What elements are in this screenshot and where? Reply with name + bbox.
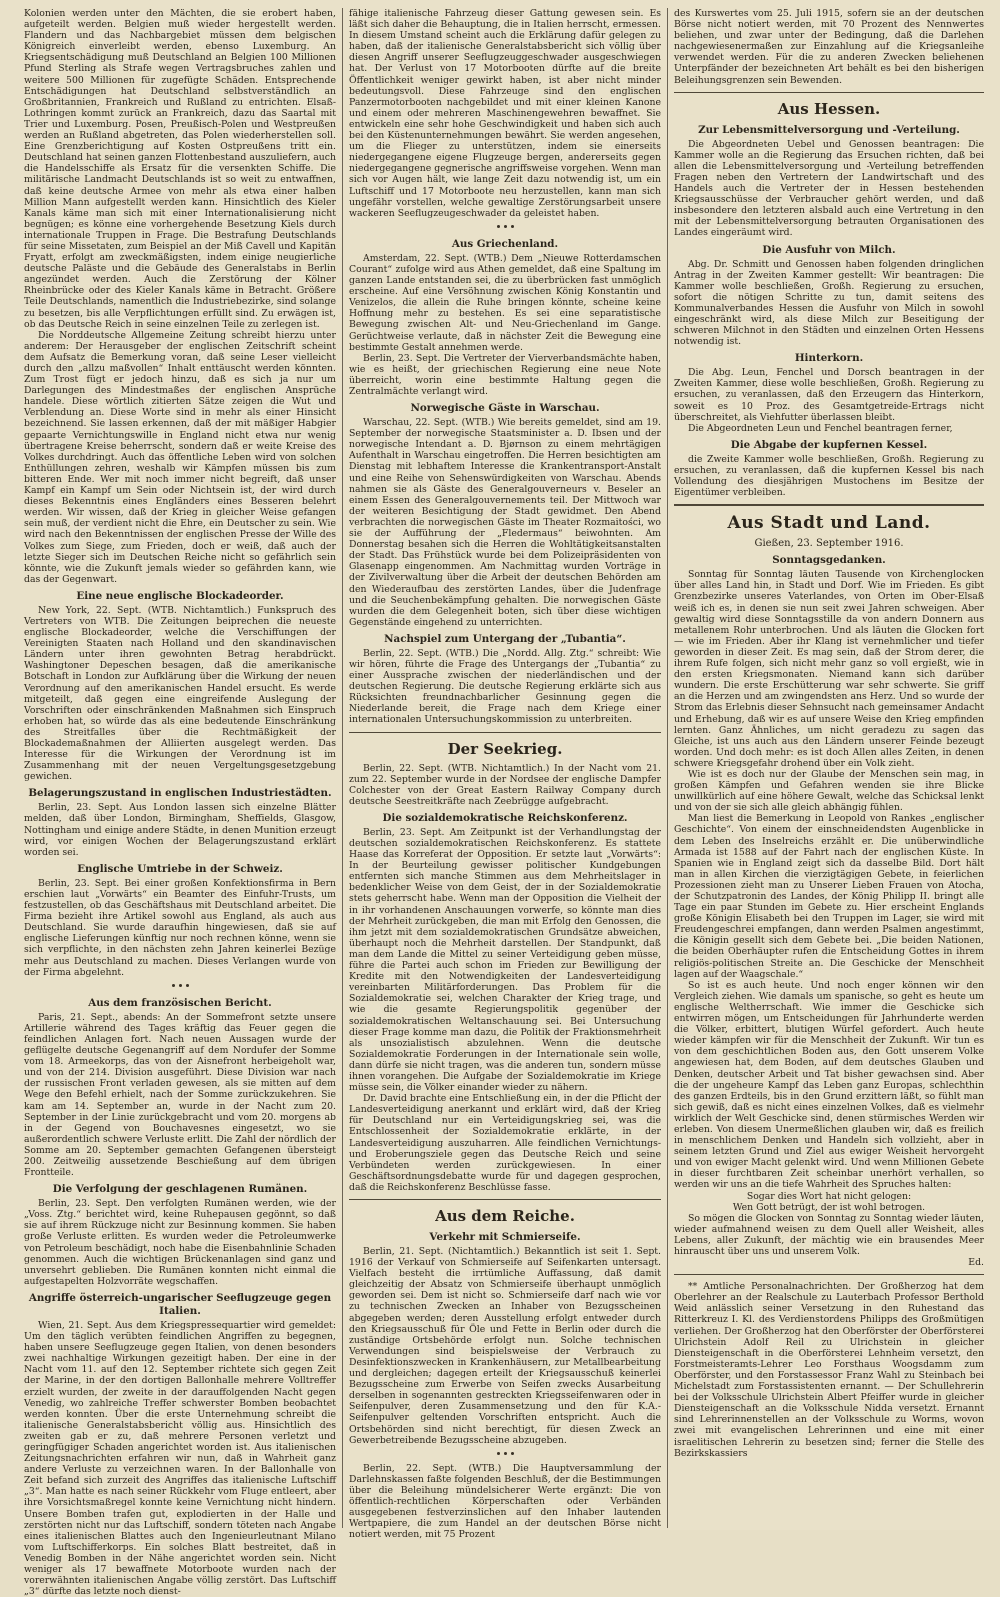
article-text: Berlin, 23. Sept. Am Zeitpunkt ist der Verhandlungstag der deutschen sozialdemokratischen Reichskonferenz. Es stattete Haase das Korreferat der Opposition. Er setzte laut „Vorwärts“: In der Beurteilung gewisser politischer Kundgebungen entfernten sich manche Stimmen aus dem Mehrheitslager in bedenklicher Weise von dem Geist, der in der Sozialdemokratie stets geherrscht habe. Wenn man der Opposition die Vielheit der in ihr vorhandenen Anschauungen vorwerfe, so könnte man dies der Mehrheit zurückgeben, die man mit Erfolg den Genossen, die ihm jetzt mit dem sozialdemokratischen Grundsätze abweichen, überhaupt noch die Mehrheit darstellen. Der Standpunkt, daß man dem Lande die Mittel zu seiner Verteidigung geben müsse, führe die Partei auch schon im Frieden zur Bewilligung der Kredite mit den Notwendigkeiten der Landesverteidigung vereinbarten Militärforderungen. Das Problem für die Sozialdemokratie sei, welchen Charakter der Krieg trage, und wie die gesamte Regierungspolitik gegenüber der sozialdemokratischen Weltanschauung sei. Bei Untersuchung dieser Frage komme man dazu, die Politik der Fraktionsmehrheit als unsozialistisch abzulehnen. Wenn die deutsche Sozialdemokratie Forderungen in der Internationale sein wolle, dann dürfe sie nicht tragen, was die anderen tun, sondern müsse ihnen vorangehen. Die Aufgabe der Sozialdemokratie im Kriege müsse sein, die Völker einander wieder zu nähern. (349, 826, 661, 1094)
separator-dots (349, 222, 661, 233)
section-heading: Aus dem Reiche. (435, 1207, 575, 1225)
article-text: New York, 22. Sept. (WTB. Nichtamtlich.) Funkspruch des Vertreters von WTB. Die Zeitungen beiprechen die neueste englische Blockadeorder, welche die Verschiffungen der Vereinigten Staaten nach Holland und den skandinavischen Ländern unter ihren gewohnten Betrag herabdrückt. Washingtoner Depeschen besagen, daß die amerikanische Botschaft in London zur Aufklärung über die Wirkung der neuen Verordnung auf den amerikanischen Handel ersucht. Es werde mitgeteilt, daß gegen eine eingreifende Auslegung der Vorschriften oder einschränkenden Maßnahmen sich Einspruch erhoben hat, so würde das als eine bedeutende Einschränkung des Streitfalles über die Rechtmäßigkeit der Blockademaßnahmen der Alliierten ausgelegt werden. Das Interesse für die Wirkungen der Verordnung ist im Zusammenhang mit der neuen Vergeltungsgesetzgebung gewichen. (24, 604, 336, 783)
article-text: Amsterdam, 22. Sept. (WTB.) Dem „Nieuwe Rotterdamschen Courant“ zufolge wird aus Athen gemeldet, daß eine Spaltung im ganzen Lande entstanden sei, die zu überbrücken fast unmöglich erscheine. Auf eine Versöhnung zwischen König Konstantin und Venizelos, die allein die Ruhe bringen könnte, scheine keine Hoffnung mehr zu bestehen. Es sei eine separatistische Bewegung zwischen Alt- und Neu-Griechenland im Gange. Gerüchtweise verlaute, daß in nächster Zeit die Bewegung eine bestimmte Gestalt annehmen werde. (349, 252, 661, 353)
article-text: Sonntag für Sonntag läuten Tausende von Kirchenglocken über alles Land hin, in Stadt und Dorf. Wie im Frieden. Es gibt Grenzbezirke unseres Vaterlandes, von Orten im Ober-Elsaß weiß ich es, in denen sie nun seit zwei Jahren schweigen. Aber gewaltig wird diese Sonntagsstille da von andern Donnern aus metallenem Rohr unterbrochen. Und als läuten die Glocken fort — wie im Frieden. Aber ihr Klang ist vernehmlicher und tiefer geworden in dieser Zeit. Es mag sein, daß der Strom derer, die ihrem Rufe folgen, sich nicht mehr ganz so voll ergießt, wie in den ersten Kriegsmonaten. Niemand kann sich darüber wundern. Die erste Erschütterung war sehr schwerte. Sie griff an die Herzen und am zwingendsten ans Herz. Und so wurde der Strom das Erlebnis dieser Sehnsucht nach gemeinsamer Andacht und Erhebung, daß wir es auf unsere Weise den Krieg empfinden lernten. Ganz Ähnliches, um nicht geradezu zu sagen das Gleiche, ist uns auch aus den Ländern unserer Feinde bezeugt worden. Und doch mehr: es ist doch Allen alles Zeiten, in denen schwere Kriegsgefahr drohend über ein Volk zieht. (674, 569, 984, 769)
article-heading: Nachspiel zum Untergang der „Tubantia“. (384, 632, 626, 645)
article-text: Die Norddeutsche Allgemeine Zeitung schreibt hierzu unter anderem: Der Herausgeber der englischen Zeitschrift scheint dem Aufsatz die Bemerkung voran, daß seine Leser vielleicht durch den „allzu maßvollen“ Inhalt enttäuscht werden könnten. Zum Trost fügt er jedoch hinzu, daß es sich ja nur um Darlegungen des Mindestmaßes der englischen Ansprüche handele. Diese wörtlich zitierten Sätze zeigen die Wut und Verblendung an. Diese Worte sind in mehr als einer Hinsicht bezeichnend. Sie lassen erkennen, daß der mit mäßiger Habgier gepaarte Vernichtungswille in England nicht etwa nur wenig übertragene Kreise beherrscht, sondern daß er weite Kreise des Volkes durchdringt. Auch das öffentliche Leben wird von solchen Enthüllungen zehren, weshalb wir Kämpfen müssen bis zum bitteren Ende. Wer mit noch immer nicht begreift, daß unser Kampf ein Kampf um Sein oder Nichtsein ist, der wird durch dieses Bekenntnis eines Engländers eines Besseren belehrt werden. Wir wissen, daß der Krieg in gleicher Weise gefangen sein muß, der verdient nicht die Ehre, ein Deutscher zu sein. Wie wird nach den Bekenntnissen der englischen Presse der Wille des Volkes zum Siege, zum Frieden, doch er weiß, daß auch der letzte Sieger sich im Deutschen Reiche nicht so gefährlich sein könnte, wie die Zukunft jemals wieder so gefährden kann, wie das der Gegenwart. (24, 329, 336, 585)
divider (349, 732, 661, 733)
column-2 (343, 8, 668, 1541)
article-heading: Eine neue englische Blockadeorder. (76, 589, 284, 602)
article-text: Berlin, 22. Sept. (WTB.) Die „Nordd. Allg. Ztg.“ schreibt: Wie wir hören, führte die Frage des Untergangs der „Tubantia“ zu einer Aussprache zwischen der niederländischen und der deutschen Regierung. Die deutsche Regierung erklärte sich aus Rücksichten freundnachbarlicher Gesinnung gegen die Niederlande bereit, die Frage nach dem Kriege einer internationalen Untersuchungskommission zu unterbreiten. (349, 647, 661, 726)
article-text: Berlin, 23. Sept. Bei einer großen Konfektionsfirma in Bern erschien laut „Vorwärts“ ein Beamter des Einfuhr-Trusts, um festzustellen, ob das Geschäftshaus mit Deutschland arbeitet. Die Firma bezieht ihre Artikel sowohl aus England, als auch aus Deutschland. Sie wurde daraufhin hingewiesen, daß sie auf englische Lieferungen künftig nur noch rechnen könne, wenn sie sich verpflichte, in den nächsten zehn Jahren keinerlei Bezüge mehr aus Deutschland zu machen. Dieses Verlangen wurde von der Firma abgelehnt. (24, 877, 336, 978)
article-text: Man liest die Bemerkung in Leopold von Rankes „englischer Geschichte“. Von einem der einschneidendsten Augenblicke in dem Leben des Inselreichs erzählt er. Die unüberwindliche Armada ist 1588 auf der Fahrt nach der englischen Küste. In Spanien wie in England zeigt sich da dasselbe Bild. Dort hält man in allen Kirchen die vierzigtägigen Gebete, in feierlichen Prozessionen zieht man zu Unserer Lieben Frauen von Atocha, der Schutzpatronin des Landes, der König Philipp II. bringt alle Tage ein paar Stunden im Gebete zu. Hier erscheint Englands große Königin Elisabeth bei den Truppen im Lager, sie wird mit Freudengeschrei empfangen, dann werden Psalmen angestimmt, die Königin gesellt sich dem Gebete bei. „Die beiden Nationen, die beiden Oberhäupter rufen die Entscheidung Gottes in ihrem religiös-politischen Streite an. Die Geschicke der Menschheit lagen auf der Waagschale.“ (674, 813, 984, 980)
divider (349, 1199, 661, 1200)
article-text: Kolonien werden unter den Mächten, die sie erobert haben, aufgeteilt werden. Belgien muß wieder hergestellt werden. Flandern und das Nachbargebiet müssen dem belgischen Königreich einverleibt werden, ebenso Luxemburg. An Kriegsentschädigung muß Deutschland an Belgien 100 Millionen Pfund Sterling als Strafe wegen Vertragsbruches zahlen und weitere 500 Millionen für zugefügte Schäden. Entsprechende Entschädigungen hat Deutschland selbstverständlich an Großbritannien, Frankreich und Rußland zu entrichten. Elsaß-Lothringen kommt zurück an Frankreich, dazu das Saartal mit Trier und Luxemburg. Posen, Preußisch-Polen und Westpreußen werden an Rußland abgetreten, das Polen wiederherstellen soll. Eine Grenzberichtigung auf Kosten Ostpreußens tritt ein. Deutschland hat seinen ganzen Flottenbestand auszuliefern, auch die Handelsschiffe als Ersatz für die versenkten Schiffe. Die militärische Landmacht Deutschlands ist so weit zu entwaffnen, daß keine deutsche Armee von mehr als etwa einer halben Million Mann aufgestellt werden kann. Hinsichtlich des Kieler Kanals käme man sich mit einer Internationalisierung nicht begnügen; es könne eine vorhergehende Besetzung Kiels durch internationale Truppen in Frage. Die Bestrafung Deutschlands für seine Missetaten, zum Beispiel an der Miß Cavell und Kapitän Fryatt, erfolgt am zweckmäßigsten, indem einige neugierliche deutsche Paläste und die Gebäude des Generalstabs in Berlin angezündet werden. Auch die Zerstörung der Kölner Rheinbrücke oder des Kieler Kanals käme in Betracht. Größere Teile Deutschlands, namentlich die Industriebezirke, sind solange zu besetzen, bis alle Verpflichtungen erfüllt sind. Zu erwägen ist, ob das Deutsche Reich in seine einzelnen Teile zu zerlegen ist. (24, 8, 336, 330)
section-heading: Der Seekrieg. (447, 739, 563, 758)
divider (674, 1274, 984, 1275)
article-text: So mögen die Glocken von Sonntag zu Sonntag wieder läuten, wieder aufmahnend weisen zu dem Quell aller Weisheit, alles Lebens, aller Zukunft, der mächtig wie ein brausendes Meer hinrauscht über uns und unserem Volk. (674, 1212, 984, 1257)
column-3 (668, 8, 990, 1528)
separator-dots (349, 1449, 661, 1460)
verse-line: Sogar dies Wort hat nicht gelogen: (746, 1190, 912, 1202)
divider (674, 504, 984, 506)
article-text: Berlin, 23. Sept. Aus London lassen sich einzelne Blätter melden, daß über London, Birmingham, Sheffields, Glasgow, Nottingham und einige andere Städte, in denen Munition erzeugt wird, vor einigen Wochen der Belagerungszustand erklärt worden sei. (24, 802, 336, 858)
article-heading: Hinterkorn. (794, 352, 864, 365)
article-heading: Die Verfolgung der geschlagenen Rumänen. (52, 1183, 308, 1196)
signature: Ed. (968, 1257, 984, 1269)
article-text: Berlin, 23. Sept. Den verfolgten Rumänen werden, wie der „Voss. Ztg.“ berichtet wird, keine Ruhepausen gegönnt, so daß sie auf ihrem Rückzuge nicht zur Besinnung kommen. Sie haben große Verluste erlitten. Es wurden weder die Petroleumwerke von Petroleum beschädigt, noch habe die Eisenbahnlinie Schaden genommen. Auch die wichtigen Brückenanlagen sind ganz und unversehrt geblieben. Die Rumänen konnten nicht einmal die aufgestapelten Holzvorräte wegschaffen. (24, 1198, 336, 1287)
article-text: Wie ist es doch nur der Glaube der Menschen sein mag, in großen Kämpfen und Gefahren wenden sie ihre Blicke unwillkürlich auf eine höhere Gewalt, welche das Schicksal lenkt und von der sie sich alle gleich abhängig fühlen. (674, 768, 984, 814)
article-text: des Kurswertes vom 25. Juli 1915, sofern sie an der deutschen Börse nicht notiert werden, mit 70 Prozent des Nennwertes beliehen, und zwar unter der Bedingung, daß die Darlehen nachgewiesenermaßen zur Einzahlung auf die Kriegsanleihe verwendet werden. Für die zu anderen Zwecken beliehenen Unterpfänder der bezeichneten Art behält es bei den bisherigen Beleihungsgrenzen sein Bewenden. (674, 8, 984, 86)
dateline: Gießen, 23. September 1916. (754, 538, 904, 550)
verse-line: Wen Gott betrügt, der ist wohl betrogen. (732, 1201, 926, 1213)
article-text: Paris, 21. Sept., abends: An der Sommefront setzte unsere Artillerie während des Tages kräftig das Feuer gegen die feindlichen Anlagen fort. Nach neuen Aussagen wurde der geflügelte deutsche Gegenangriff auf dem Nordufer der Somme vom 18. Armeekorps, das von der Aisnefront herbeigeholt war, und von der 214. Division ausgeführt. Diese Division war nach der russischen Front verladen gewesen, als sie mitten auf dem Wege den Befehl erhielt, nach der Somme zurückzukehren. Sie kam am 14. September an, wurde in der Nacht zum 20. September in der Linie zurückgebracht und vom 20. morgens ab in der Gegend von Bouchavesnes eingesetzt, wo sie außerordentlich schwere Verluste erlitt. Die Zahl der nördlich der Somme am 20. September gemachten Gefangenen übersteigt 200. Zeitweilig aussetzende Beschießung auf dem übrigen Frontteile. (24, 1011, 336, 1179)
article-text: Abg. Dr. Schmitt und Genossen haben folgenden dringlichen Antrag in der Zweiten Kammer gestellt: Wir beantragen: Die Kammer wolle beschließen, Großh. Regierung zu ersuchen, sofort die nötigen Schritte zu tun, damit seitens des Kommunalverbandes Hessen die Ausfuhr von Milch in sowohl eingeschränkt wird, als diese Milch zur Beseitigung der schweren Milchnot in den Städten und einzelnen Orten Hessens notwendig ist. (674, 258, 984, 348)
article-heading: Die Abgabe der kupfernen Kessel. (730, 438, 928, 451)
article-heading: Aus Griechenland. (451, 237, 559, 250)
article-text: Dr. David brachte eine Entschließung ein, in der die Pflicht der Landesverteidigung anerkannt und erklärt wird, daß der Krieg für Deutschland nur ein Verteidigungskrieg sei, was die Entschlossenheit der Sozialdemokratie erklärte, in der Landesverteidigung auszuharren. Alle feindlichen Vernichtungs- und Eroberungsziele gegen das Deutsche Reich und seine Verbündeten werden zurückgewiesen. In einer Geschäftsordnungsdebatte wurde für und dagegen gesprochen, daß die Reichskonferenz Beschlüsse fasse. (349, 1093, 661, 1193)
article-text: Warschau, 22. Sept. (WTB.) Wie bereits gemeldet, sind am 19. September der norwegische Staatsminister a. D. Ibsen und der norwegische Intendant a. D. Bjørnson zu einem mehrtägigen Aufenthalt in Warschau eingetroffen. Die Herren besichtigten am Dienstag mit lebhaftem Interesse die Krankentransport-Anstalt und eine Reihe von Sehenswürdigkeiten von Warschau. Abends nahmen sie als Gäste des Generalgouverneurs v. Beseler an einem Essen des Generalgouvernements teil. Der Mittwoch war der weiteren Besichtigung der Stadt gewidmet. Den Abend verbrachten die norwegischen Gäste im Theater Rozmaitości, wo sie der Aufführung der „Fledermaus“ beiwohnten. Am Donnerstag besahen sich die Herren die Wohltätigkeitsanstalten der Stadt. Das Frühstück wurde bei dem Polizeipräsidenten von Glasenapp eingenommen. Am Nachmittag wurden Vorträge in der Zivilverwaltung über die Arbeit der deutschen Behörden am den Wiederaufbau des zerstörten Landes, über die Judenfrage und die Seuchenbekämpfung gehalten. Die norwegischen Gäste wurden die dem Gelegenheit boten, sich über diese wichtigen Gegenstände eingehend zu unterrichten. (349, 417, 661, 628)
article-text: ** Amtliche Personalnachrichten. Der Großherzog hat dem Oberlehrer an der Realschule zu Lauterbach Professor Berthold Weid anlässlich seiner Versetzung in den Ruhestand das Ritterkreuz I. Kl. des Verdienstordens Philipps des Großmütigen verliehen. Der Großherzog hat den Oberförster der Oberförsterei Ulrichstein Adolf Reil zu Ulrichstein in gleicher Diensteigenschaft in die Oberförsterei Lehnheim versetzt, den Forstmeisteramts-Lehrer Leo Forsthaus Woogsdamm zum Oberförster, und den Forstassessor Franz Wahl zu Steinbach bei Michelstadt zum Forstassistenten ernannt. — Der Schullehrerin bei der Volksschule Ulrichstein Albert Pfeiffer wurde in gleicher Diensteigenschaft an die Volksschule Nidda versetzt. Ernannt sind Lehrerinnenstellen an der Volksschule zu Worms, wovon zwei mit evangelischen Lehrerinnen und eine mit einer israelitischen Lehrerin zu besetzen sind; ferner die Stelle des Bezirkskassiers (674, 1281, 984, 1459)
separator-dots (24, 981, 336, 992)
article-heading: Die sozialdemokratische Reichskonferenz. (382, 811, 628, 824)
article-text: Die Abg. Leun, Fenchel und Dorsch beantragen in der Zweiten Kammer, diese wolle beschließen, Großh. Regierung zu ersuchen, zu veranlassen, daß den Erzeugern das Hinterkorn, soweit es 10 Proz. des Gesamtgetreide-Ertrags nicht überschreitet, als Viehfutter überlassen bleibt. (674, 367, 984, 423)
article-heading: Englische Umtriebe in der Schweiz. (77, 862, 283, 875)
article-text: So ist es auch heute. Und noch enger können wir den Vergleich ziehen. Wie damals um spanische, so geht es heute um englische Weltherrschaft. Wie immer die Geschicke sich entwirren mögen, um Entscheidungen für Jahrhunderte werden die Völker, erbittert, blutigen Würfel gefordert. Auch heute wieder kämpfen wir für die Menschheit der Zukunft. Wir tun es von dem geschichtlichen Boden aus, den Gott unserem Volke angewiesen hat, dem Boden, auf dem deutsches Glauben und Denken, deutscher Arbeit und Tat bisher gewachsen sind. Aber die der ungeheure Kampf das Leben ganz Europas, schlechthin des ganzen Erdteils, bis in den Grund erzittern läßt, so fühlt man sich gewiß, daß es nicht eines einzelnen Volkes, daß es vielmehr wirklich der Welt Geschicke sind, denen stürmisches Werden wir erleben. Von diesem Unermeßlichen glauben wir, daß es freilich in menschlichem Denken und Handeln sich vollzieht, aber in seinem letzten Grund und Ziel aus ewiger Weisheit hervorgeht und von ewiger Macht gelenkt wird. Und wenn Millionen Gebete in dieser furchtbaren Zeit scheinbar unerhört verhallen, so werden wir uns an die tiefe Wahrheit des Spruches halten: (674, 979, 984, 1191)
article-heading: Zur Lebensmittelversorgung und -Verteilung. (698, 123, 960, 136)
column-1 (18, 8, 343, 1597)
article-text: die Zweite Kammer wolle beschließen, Großh. Regierung zu ersuchen, zu veranlassen, daß die kupfernen Kessel bis nach Vollendung des diesjährigen Mustochens im Besitze der Eigentümer verbleiben. (674, 453, 984, 499)
article-heading: Norwegische Gäste in Warschau. (410, 402, 600, 415)
article-text: Die Abgeordneten Leun und Fenchel beantragen ferner, (688, 422, 953, 434)
article-text: Berlin, 21. Sept. (Nichtamtlich.) Bekanntlich ist seit 1. Sept. 1916 der Verkauf von Schmierseife auf Seifenkarten untersagt. Vielfach besteht die irrtümliche Auffassung, daß damit gleichzeitig der Absatz von Schmierseife überhaupt unmöglich geworden sei. Dem ist nicht so. Schmierseife darf nach wie vor zu technischen Zwecken an Inhaber von Bezugsscheinen abgegeben werden; deren Ausstellung erfolgt entweder durch den Kriegsausschuß für Öle und Fette in Berlin oder durch die zuständige Ortsbehörde erfolgt nun. Solche technischen Verwendungen sind beispielsweise der Verbrauch zu Desinfektionszwecken in Krankenhäusern, zur Metallbearbeitung und dergleichen; dagegen erteilt der Kriegsausschuß keinerlei Bezugsscheine zum Erwerbe von Seifen zwecks Ausarbeitung derselben in sogenannten gestreckten Kriegsseifenwaren oder in Seifenpulver, deren Zusammensetzung und den für K.A.-Seifenpulver geltenden Vorschriften entspricht. Auch die Ortsbehörden sind nicht berechtigt, für diesen Zweck an Gewerbetreibende Bezugsscheine abzugeben. (349, 1246, 661, 1446)
divider (674, 92, 984, 93)
article-heading: Aus dem französischen Bericht. (88, 996, 272, 1009)
article-text: Die Abgeordneten Uebel und Genossen beantragen: Die Kammer wolle an die Regierung das Ersuchen richten, daß bei allen die Lebensmittelversorgung und -Verteilung betreffenden Fragen neben den Vertretern der Landwirtschaft und des Handels auch die Vertreter der in Hessen bestehenden Kriegsausschüsse der Verbraucher gehört werden, und daß insbesondere den letzteren alsbald auch eine Vertretung in den mit der Lebensmittelversorgung betrauten Organisationen des Landes eingeräumt wird. (674, 138, 984, 239)
article-text: Wien, 21. Sept. Aus dem Kriegspressequartier wird gemeldet: Um den täglich verübten feindlichen Angriffen zu begegnen, haben unsere Seeflugzeuge gegen Italien, von denen besonders zwei nachhaltige Wirkungen gezeitigt haben. Der eine in der Nacht vom 11. auf den 12. September richtete sich gegen Zeit der Marine, in der den dortigen Ballonhalle mehrere Volltreffer erzielt wurden, der zweite in der darauffolgenden Nacht gegen Venedig, wo zahlreiche Treffer schwerster Bomben beobachtet werden konnten. Über die erste Unternehmung schreibt die italienische Generalstabsbericht völlig aus. Hinsichtlich des zweiten gab er zu, daß mehrere Personen verletzt und geringfügiger Schaden angerichtet worden ist. Aus italienischen Zeitungsnachrichten erfahren wir nun, daß in Wahrheit ganz andere Verluste zu verzeichnen waren. In der Ballonhalle von Zeit befand sich zurzeit des Angriffes das italienische Luftschiff „3“. Man hatte es nach seiner Rückkehr vom Fluge entleert, aber ihre Vorsichtsmaßregel konnte keine Vernichtung nicht hindern. Unsere Bomben trafen gut, explodierten in der Halle und zerstörten nicht nur das Luftschiff, sondern töteten nach Angabe eines italienischen Blattes auch den Ingenieurleutnant Milano vom Luftschifferkorps. Ein solches Blatt bestreitet, daß in Venedig Bomben in der Nähe angerichtet worden sein. Nicht weniger als 17 bewaffnete Motorboote wurden nach der vorerwähnten italienischen Angabe völlig zerstört. Das Luftschiff „3“ dürfte das letzte noch dienst- (24, 1319, 336, 1597)
section-heading: Aus Stadt und Land. (727, 513, 931, 534)
article-text: Berlin, 22. Sept. (WTB.) Die Hauptversammlung der Darlehnskassen faßte folgenden Beschluß, der die Bestimmungen über die Beleihung mündelsicherer Werte ergänzt: Die von öffentlich-rechtlichen Körperschaften oder Verbänden ausgegebenen festverzinslichen auf den Inhaber lautenden Wertpapiere, die zum Handel an der deutschen Börse nicht notiert werden, mit 75 Prozent (349, 1462, 661, 1541)
article-text: Berlin, 22. Sept. (WTB. Nichtamtlich.) In der Nacht vom 21. zum 22. September wurde in der Nordsee der englische Dampfer Colchester von der Great Eastern Railway Company durch deutsche Seestreitkräfte nach Zeebrügge aufgebracht. (349, 762, 661, 807)
article-text: fähige italienische Fahrzeug dieser Gattung gewesen sein. Es läßt sich daher die Behauptung, die in Italien herrscht, ermessen. In diesem Umstand scheint auch die Erklärung dafür gelegen zu haben, daß der italienische Generalstabsbericht sich völlig über diesen Angriff unserer Seeflugzeuggeschwader ausgeschwiegen hat. Der Verlust von 17 Motorbooten dürfte auf die breite Öffentlichkeit weniger gewirkt haben, ist aber nicht minder bedeutungsvoll. Diese Fahrzeuge sind den englischen Panzermotorbooten nachgebildet und mit einer kleinen Kanone und einem oder mehreren Maschinengewehren bewaffnet. Sie entwickeln eine sehr hohe Geschwindigkeit und haben sich auch bei den Küstenunternehmungen bewährt. Sie werden angesehen, um die Flieger zu unterstützen, indem sie einerseits niedergegangene eigene Flugzeuge bergen, andererseits gegen niedergegangene gegnerische angriffsweise vorgehen. Wenn man sich vor Augen hält, wie lange Zeit dazu notwendig ist, um ein Luftschiff und 17 Motorboote neu herzustellen, kann man sich ungefähr vorstellen, welche gewaltige Zerstörungsarbeit unsere wackeren Seeflugzeugeschwader da geleistet haben. (349, 8, 661, 219)
article-text: Berlin, 23. Sept. Die Vertreter der Vierverbandsmächte haben, wie es heißt, der griechischen Regierung eine neue Note überreicht, worin eine bestimmte Haltung gegen die Zentralmächte verlangt wird. (349, 352, 661, 397)
article-heading: Verkehr mit Schmierseife. (429, 1231, 581, 1243)
section-heading: Aus Hessen. (777, 99, 881, 118)
article-heading: Sonntagsgedanken. (772, 554, 886, 567)
article-heading: Belagerungszustand in englischen Industriestädten. (28, 787, 332, 800)
article-heading: Angriffe österreich-ungarischer Seeflugzeuge gegen Italien. (28, 1291, 332, 1317)
article-heading: Die Ausfuhr von Milch. (762, 243, 896, 256)
